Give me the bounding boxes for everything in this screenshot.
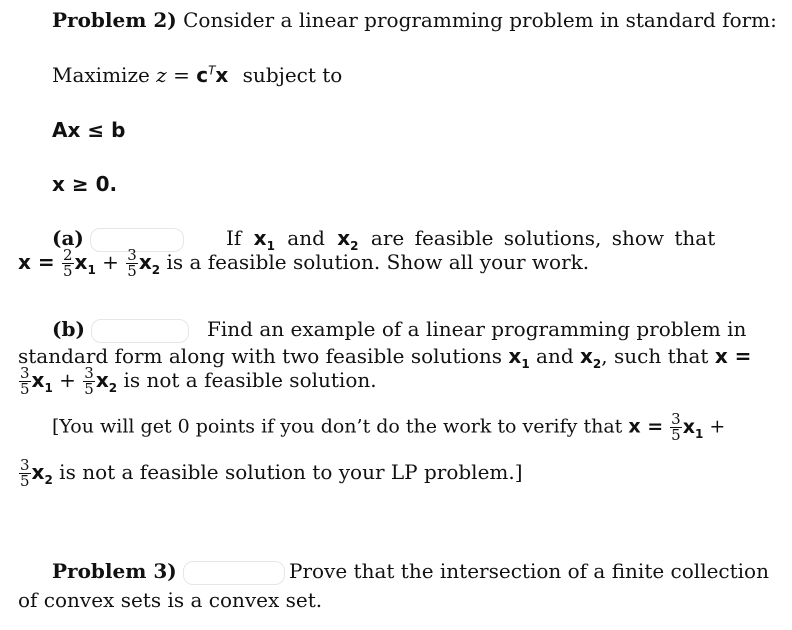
objective-suffix: subject to [242, 63, 343, 87]
objective-prefix: Maximize [52, 63, 150, 87]
part-b-line3-end: is not a feasible solution. [123, 368, 377, 392]
constraint-x-ge-0: x ≥ 0. [52, 172, 118, 196]
part-b-text2-start: standard form along with two feasible solutions [18, 344, 503, 368]
x1-symbol: $x_1$ [682, 415, 704, 441]
part-a-if: If [226, 226, 242, 250]
x-eq: x = [18, 250, 55, 274]
part-a-line2-end: is a feasible solution. Show all your work. [166, 250, 590, 274]
note-end: is not a feasible solution to your LP problem.] [59, 460, 523, 484]
constraint-ax-le-b: Ax ≤ b [52, 118, 126, 142]
x-eq: x = [628, 415, 664, 438]
problem2-intro: Consider a linear programming problem in standard form: [183, 8, 777, 32]
plus-sign: + [709, 415, 726, 438]
points-blank [183, 561, 285, 585]
x-eq: x = [714, 344, 752, 368]
part-b-label-line [52, 317, 189, 343]
part-b-note-line2 [18, 458, 523, 489]
part-b-note-line1 [52, 412, 725, 443]
part-b-and: and [536, 344, 574, 368]
fraction-3-5: $\frac{3}{5}$ [20, 456, 30, 490]
objective-var: z [156, 63, 167, 87]
part-b-line3 [18, 366, 377, 397]
x2-symbol: $x_2$ [580, 344, 602, 371]
x2-symbol: $x_2$ [138, 250, 161, 277]
plus-sign: + [59, 368, 76, 392]
problem3-text1: Prove that the intersection of a finite collection [289, 559, 769, 583]
problem3-heading-line [52, 559, 285, 585]
points-blank [91, 319, 189, 343]
x1-symbol: $x_1$ [253, 226, 275, 253]
problem2-heading-line [52, 8, 777, 32]
plus-sign: + [102, 250, 119, 274]
objective-line [52, 63, 342, 87]
x1-symbol: $x_1$ [508, 344, 530, 371]
part-b-text2-end: , such that [601, 344, 709, 368]
objective-x: x [215, 63, 229, 87]
part-b-label: (b) [52, 317, 85, 341]
x1-symbol: $x_1$ [31, 368, 53, 395]
part-a-label: (a) [52, 226, 84, 250]
note-start: [You will get 0 points if you don’t do the work to verify that [52, 415, 623, 438]
objective-eq: = [173, 63, 190, 87]
fraction-3-5: $\frac{3}{5}$ [20, 364, 30, 398]
fraction-3-5: $\frac{3}{5}$ [127, 246, 137, 280]
x2-symbol: $x_2$ [337, 226, 359, 253]
part-a-text-end: are feasible solutions, show that [370, 226, 716, 250]
x1-symbol: $x_1$ [74, 250, 96, 277]
fraction-2-5: $\frac{2}{5}$ [62, 246, 73, 280]
x2-symbol: $x_2$ [95, 368, 118, 395]
fraction-3-5: $\frac{3}{5}$ [671, 410, 681, 444]
part-a-line2 [18, 248, 589, 279]
part-b-text1: Find an example of a linear programming problem in [207, 317, 747, 341]
objective-c: $c^T$ [196, 63, 216, 87]
problem2-heading: Problem 2) [52, 8, 177, 32]
x2-symbol: $x_2$ [31, 460, 53, 487]
fraction-3-5: $\frac{3}{5}$ [84, 364, 94, 398]
part-a-and: and [287, 226, 325, 250]
problem3-heading: Problem 3) [52, 559, 177, 583]
problem3-text2: of convex sets is a convex set. [18, 588, 323, 612]
